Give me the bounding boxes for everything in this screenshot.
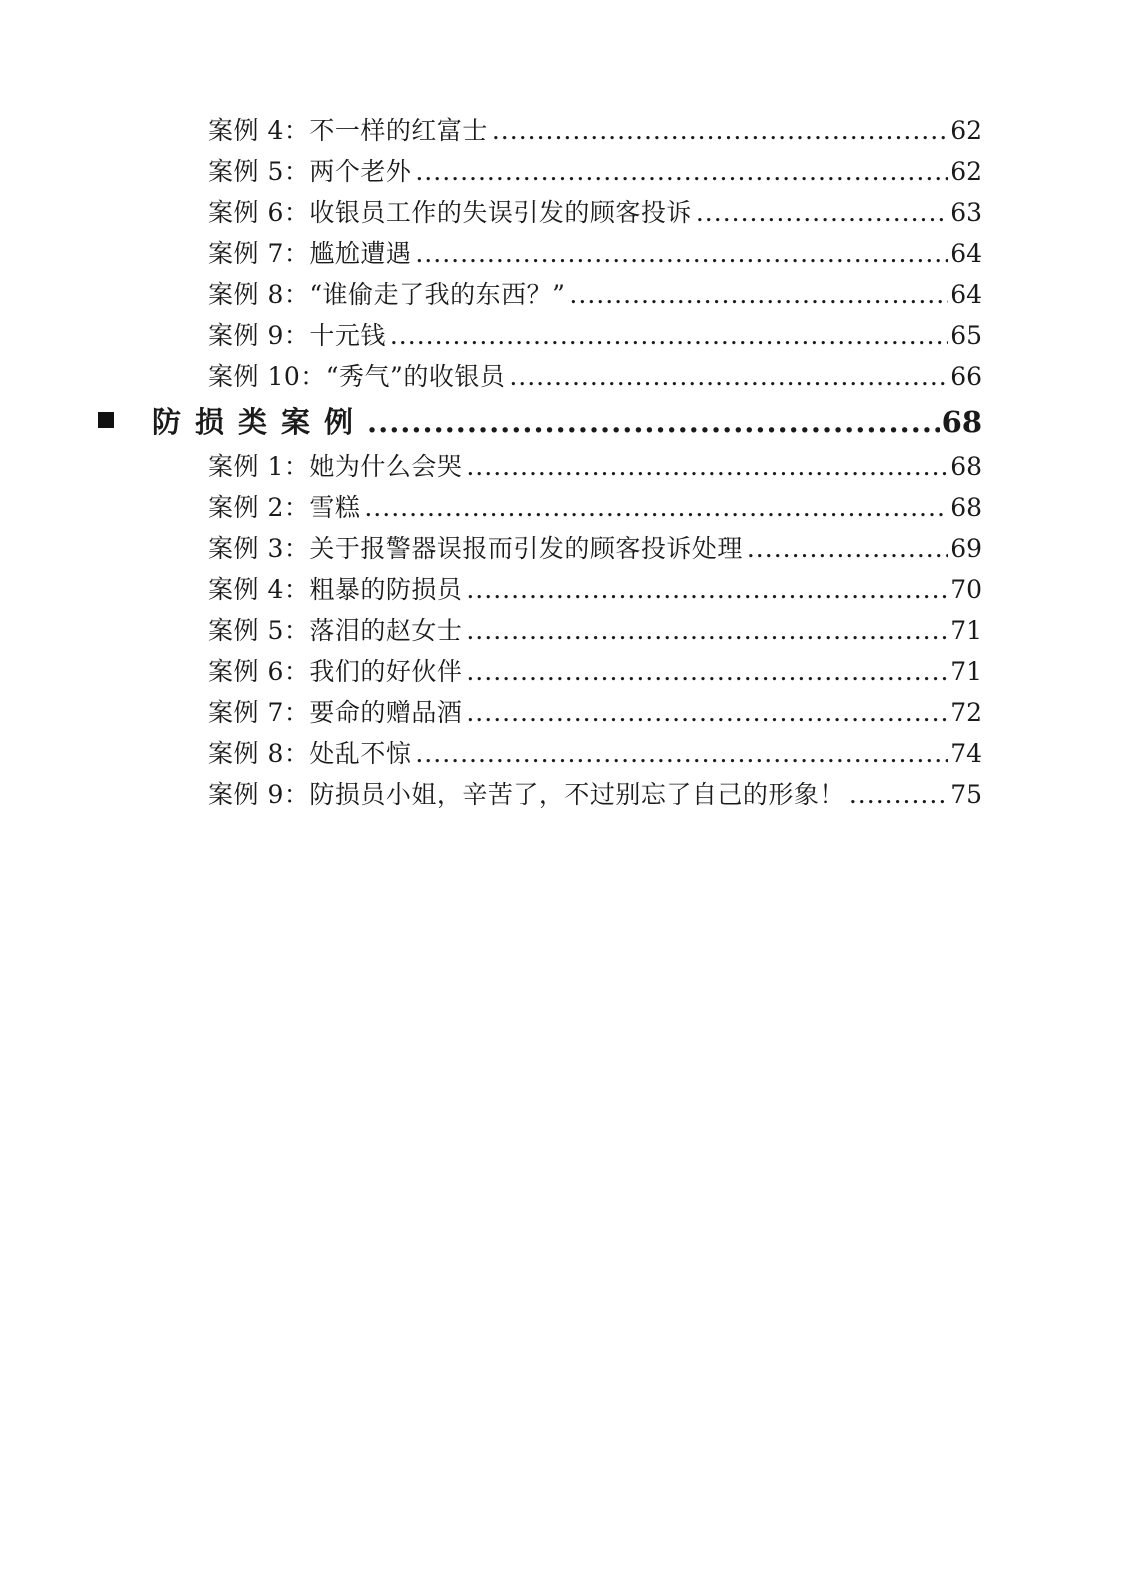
toc-entry — [208, 449, 982, 485]
dot-leader — [492, 113, 948, 149]
toc-entry-title: 案例 8：“谁偷走了我的东西？” — [208, 280, 566, 309]
dot-leader — [367, 400, 940, 444]
toc-entry-title: 案例 1：她为什么会哭 — [208, 452, 463, 481]
toc-entry — [208, 490, 982, 526]
dot-leader — [466, 654, 948, 690]
toc-entry — [208, 777, 982, 813]
toc-entry-page: 68 — [950, 493, 982, 522]
toc-entry-title: 案例 4：不一样的红富士 — [208, 116, 488, 145]
toc-entry-title: 案例 3：关于报警器误报而引发的顾客投诉处理 — [208, 534, 743, 563]
toc-entry — [208, 654, 982, 690]
toc-entry-page: 62 — [950, 157, 982, 186]
toc-entry-page: 72 — [950, 698, 982, 727]
toc-entry-page: 70 — [950, 575, 982, 604]
dot-leader — [466, 572, 948, 608]
dot-leader — [415, 154, 948, 190]
toc-entry-page: 74 — [950, 739, 982, 768]
dot-leader — [696, 195, 948, 231]
toc-entry — [208, 113, 982, 149]
section-title: 防损类案例 — [152, 405, 368, 439]
toc-entry — [208, 154, 982, 190]
dot-leader — [849, 777, 948, 813]
toc-entry — [208, 236, 982, 272]
toc-entry-title: 案例 7：要命的赠品酒 — [208, 698, 463, 727]
toc-entry-title: 案例 6：我们的好伙伴 — [208, 657, 463, 686]
square-bullet-icon — [98, 412, 114, 428]
dot-leader — [390, 318, 948, 354]
dot-leader — [415, 236, 948, 272]
toc-entry-page: 63 — [950, 198, 982, 227]
toc-entry-title: 案例 5：落泪的赵女士 — [208, 616, 463, 645]
toc-entry-page: 68 — [950, 452, 982, 481]
toc-entry-page: 66 — [950, 362, 982, 391]
toc-entry-title: 案例 5：两个老外 — [208, 157, 412, 186]
toc-entry-title: 案例 2：雪糕 — [208, 493, 361, 522]
dot-leader — [466, 613, 948, 649]
toc-entry-page: 64 — [950, 280, 982, 309]
toc-entry-title: 案例 10：“秀气”的收银员 — [208, 362, 506, 391]
section-page: 68 — [941, 405, 982, 439]
toc-entry — [208, 736, 982, 772]
toc-entry — [208, 572, 982, 608]
toc-entry-page: 71 — [950, 657, 982, 686]
toc-entry — [208, 359, 982, 395]
dot-leader — [415, 736, 948, 772]
toc-entry — [208, 613, 982, 649]
dot-leader — [747, 531, 948, 567]
toc-entry-title: 案例 9：防损员小姐，辛苦了，不过别忘了自己的形象！ — [208, 780, 845, 809]
toc-entry-title: 案例 9：十元钱 — [208, 321, 386, 350]
dot-leader — [364, 490, 948, 526]
toc-section-heading — [98, 400, 982, 444]
toc-entry-page: 64 — [950, 239, 982, 268]
toc-entry-page: 75 — [950, 780, 982, 809]
toc-entry-page: 65 — [950, 321, 982, 350]
toc-entry-page: 69 — [950, 534, 982, 563]
toc-entry-title: 案例 7：尴尬遭遇 — [208, 239, 412, 268]
toc-entry — [208, 531, 982, 567]
toc-entry — [208, 195, 982, 231]
toc-entry-page: 71 — [950, 616, 982, 645]
toc-entry-title: 案例 8：处乱不惊 — [208, 739, 412, 768]
toc-entry-title: 案例 6：收银员工作的失误引发的顾客投诉 — [208, 198, 692, 227]
toc-entry-title: 案例 4：粗暴的防损员 — [208, 575, 463, 604]
dot-leader — [466, 449, 948, 485]
dot-leader — [569, 277, 948, 313]
toc-entry-page: 62 — [950, 116, 982, 145]
dot-leader — [466, 695, 948, 731]
toc-entry — [208, 318, 982, 354]
dot-leader — [509, 359, 948, 395]
toc-entry — [208, 277, 982, 313]
toc-entry — [208, 695, 982, 731]
